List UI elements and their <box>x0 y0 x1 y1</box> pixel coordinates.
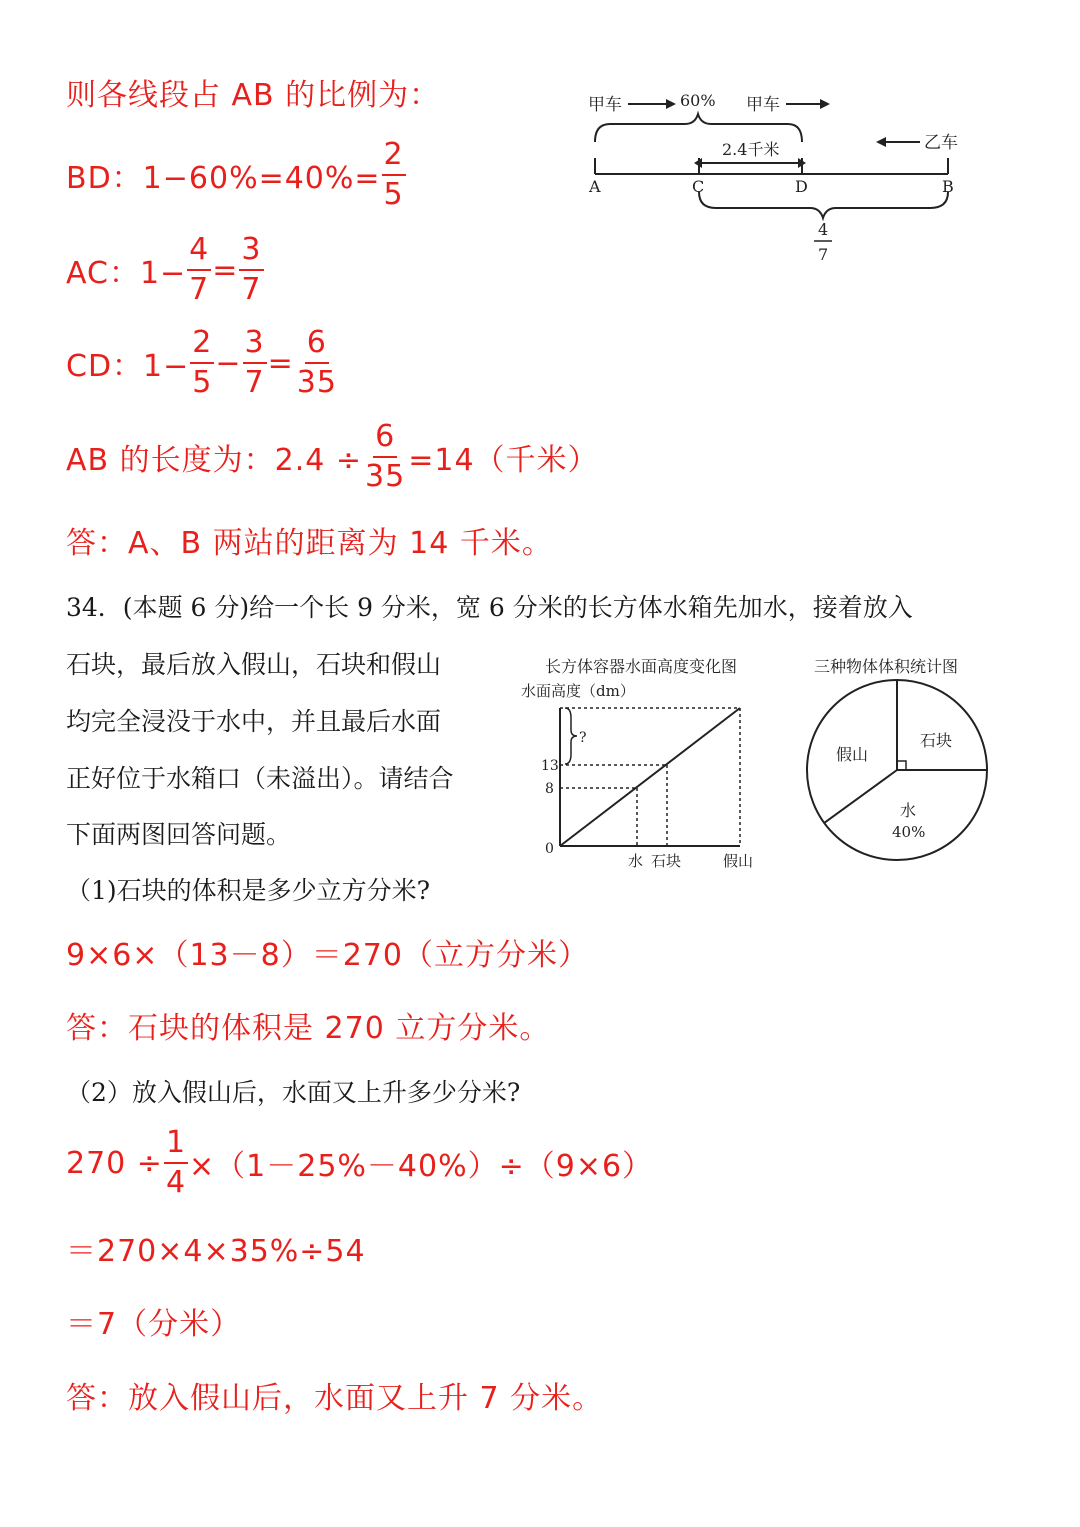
ac-denominator-2: 7 <box>241 272 262 307</box>
cd-prefix: CD：1− <box>66 349 190 384</box>
cd-denominator-1: 5 <box>192 365 213 400</box>
q2-step-3: ＝7（分米） <box>66 1307 242 1342</box>
distance-label: 2.4千米 <box>722 140 780 159</box>
bd-denominator: 5 <box>383 177 404 212</box>
car-a-right-label: 甲车 <box>746 95 780 115</box>
unknown-brace <box>565 708 577 764</box>
fraction-denominator: 7 <box>818 245 829 264</box>
ac-line <box>66 232 265 307</box>
point-c-label: C <box>692 177 705 196</box>
cd-minus: − <box>215 345 242 381</box>
ac-numerator-2: 3 <box>239 235 263 271</box>
problem-line-3: 均完全浸没于水中，并且最后水面 <box>66 707 442 736</box>
cd-numerator-2: 3 <box>243 328 267 364</box>
ab-line <box>66 419 599 494</box>
ab-fraction <box>363 419 407 494</box>
q2-fraction <box>164 1125 188 1200</box>
q1-answer: 答：石块的体积是 270 立方分米。 <box>66 1011 551 1046</box>
ab-numerator: 6 <box>373 422 397 458</box>
q2-prefix: 270 ÷ <box>66 1145 163 1181</box>
arrowhead-left <box>876 137 886 147</box>
level-line <box>560 708 740 846</box>
q2-answer: 答：放入假山后，水面又上升 7 分米。 <box>66 1381 604 1416</box>
y-tick-13: 13 <box>541 758 559 774</box>
q2-numerator: 1 <box>164 1128 188 1164</box>
cd-fraction-1 <box>190 325 214 400</box>
volume-pie-chart <box>800 648 1000 878</box>
ac-fraction-2 <box>239 232 263 307</box>
pie-label-water: 水 <box>900 801 917 820</box>
ac-denominator-1: 7 <box>189 272 210 307</box>
q2-calculation <box>66 1125 654 1200</box>
cd-line <box>66 325 340 400</box>
unknown-mark: ? <box>579 730 587 746</box>
segment-diagram <box>580 80 980 280</box>
pie-slice-boundary-假山 <box>824 770 897 823</box>
bd-prefix: BD：1−60%=40%= <box>66 161 381 196</box>
q2-step-2: ＝270×4×35%÷54 <box>66 1234 366 1269</box>
car-a-left-label: 甲车 <box>588 95 622 115</box>
cd-denominator-2: 7 <box>244 365 265 400</box>
problem-line-4: 正好位于水箱口（未溢出）。请结合 <box>66 764 454 793</box>
ab-prefix: AB 的长度为：2.4 ÷ <box>66 443 363 478</box>
point-a-label: A <box>589 177 601 196</box>
x-label-stone: 石块 <box>651 852 682 870</box>
q2-suffix: ×（1－25%－40%）÷（9×6） <box>189 1149 654 1184</box>
pie-chart-title: 三种物体体积统计图 <box>814 657 959 676</box>
ac-equals: = <box>212 252 239 288</box>
point-b-label: B <box>942 177 954 196</box>
right-angle-mark <box>897 761 906 770</box>
ab-denominator: 35 <box>365 459 406 494</box>
q2-denominator: 4 <box>165 1165 187 1200</box>
bd-fraction <box>382 137 406 212</box>
percent-label: 60% <box>680 91 716 110</box>
ab-suffix: =14（千米） <box>408 443 599 478</box>
bd-line <box>66 137 407 212</box>
y-tick-8: 8 <box>545 781 554 797</box>
cd-numerator-1: 2 <box>190 328 214 364</box>
cd-numerator-3: 6 <box>305 328 329 364</box>
line-chart-title: 长方体容器水面高度变化图 <box>545 657 738 676</box>
cd-fraction-3 <box>295 325 339 400</box>
arrowhead-right-2 <box>820 99 830 109</box>
problem-line-2: 石块，最后放入假山，石块和假山 <box>66 650 442 679</box>
water-level-chart <box>515 648 775 878</box>
ac-prefix: AC：1− <box>66 256 187 291</box>
q1-calculation: 9×6×（13－8）＝270（立方分米） <box>66 938 589 973</box>
problem-line-5: 下面两图回答问题。 <box>66 820 292 849</box>
answer-1: 答：A、B 两站的距离为 14 千米。 <box>66 526 553 561</box>
line-chart-ylabel: 水面高度（dm） <box>521 682 635 700</box>
cd-fraction-2 <box>243 325 267 400</box>
car-b-label: 乙车 <box>924 133 958 153</box>
cd-equals: = <box>267 345 294 381</box>
problem-line-1: 34．(本题 6 分)给一个长 9 分米，宽 6 分米的长方体水箱先加水，接着放入 <box>66 593 913 622</box>
cd-denominator-3: 35 <box>296 365 337 400</box>
arrowhead-right-1 <box>666 99 676 109</box>
pie-label-rockery: 假山 <box>836 745 869 764</box>
ac-fraction-1 <box>187 232 211 307</box>
point-d-label: D <box>795 177 808 196</box>
ac-numerator-1: 4 <box>187 235 211 271</box>
question-1: （1)石块的体积是多少立方分米? <box>66 876 431 905</box>
pie-label-water-percent: 40% <box>892 823 926 841</box>
x-label-water: 水 <box>628 852 644 870</box>
brace-top <box>595 114 802 142</box>
brace-bottom <box>699 192 948 218</box>
x-label-rockery: 假山 <box>723 852 754 870</box>
bd-numerator: 2 <box>382 140 406 176</box>
ratio-header: 则各线段占 AB 的比例为： <box>66 78 441 113</box>
fraction-numerator: 4 <box>818 220 829 239</box>
y-tick-0: 0 <box>545 841 554 857</box>
question-2: （2）放入假山后，水面又上升多少分米? <box>66 1078 521 1107</box>
pie-label-stone: 石块 <box>920 731 953 750</box>
